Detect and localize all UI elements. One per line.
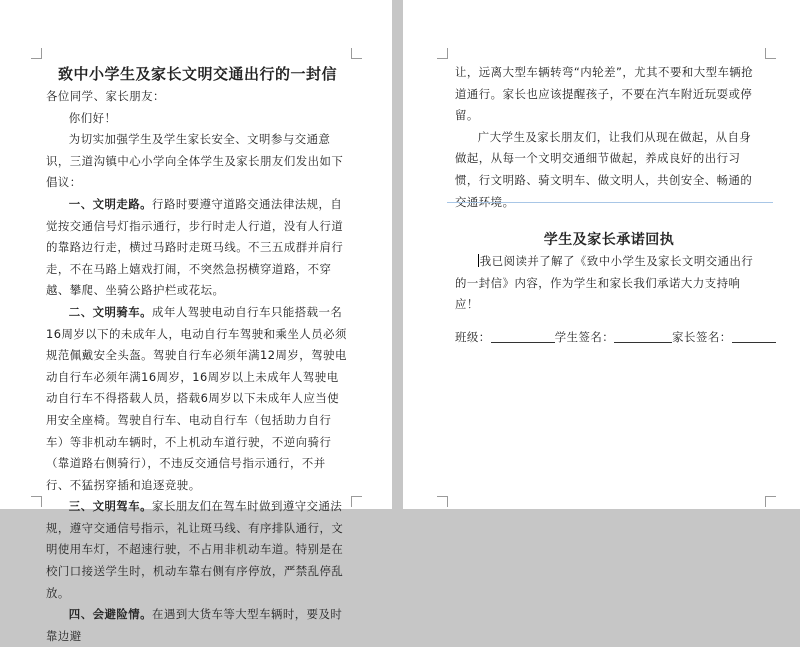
section-text: 成年人驾驶电动自行车只能搭载一名16周岁以下的未成年人，电动自行车驾驶和乘坐人员必须规范佩戴安全头盔。驾驶自行车必须年满12周岁，驾驶电动自行车必须年满16周岁，16周岁以上未成年人驾驶电动自行车不得搭载人员，搭载6周岁以下未成年人应当使用安全座椅。驾驶自行车、电动自行车（包括助力自行车）等非机动车辆时，不上机动车道行驶，不逆向骑行（靠道路右侧骑行），不违反交通信号指示通行，不并行、不猛拐穿插和追逐竞驶。 [46, 304, 347, 492]
margin-corner-mark [351, 496, 362, 507]
section-cycling [46, 302, 349, 496]
margin-corner-mark [437, 48, 448, 59]
intro-paragraph: 为切实加强学生及学生家长安全、文明参与交通意识，三道沟镇中心小学向全体学生及家长朋友们发出如下倡议： [46, 132, 344, 190]
greeting: 你们好！ [68, 110, 117, 125]
receipt-body[interactable] [455, 251, 763, 316]
closing-paragraph: 广大学生及家长朋友们，让我们从现在做起，从自身做起，从每一个文明交通细节做起，养成良好的出行习惯，行文明路、骑文明车、做文明人，共创安全、畅通的交通环境。 [455, 129, 753, 209]
section-heading: 一、文明走路。 [68, 196, 153, 211]
signature-line [455, 329, 775, 345]
receipt-text: 我已阅读并了解了《致中小学生及家长文明交通出行的一封信》内容，作为学生和家长我们承诺大力支持响应！ [455, 254, 754, 312]
section-heading: 二、文明骑车。 [68, 304, 153, 319]
text-cursor [478, 254, 479, 267]
section-text: 家长朋友们在驾车时做到遵守交通法规，遵守交通信号指示，礼让斑马线、有序排队通行，文明使用车灯，不超速行驶，不占用非机动车道。特别是在校门口接送学生时，机动车靠右侧有序停放，严禁乱停乱放。 [46, 499, 344, 600]
margin-corner-mark [351, 48, 362, 59]
parent-sign-label: 家长签名： [672, 330, 732, 344]
student-sign-label: 学生签名： [554, 330, 615, 344]
letter-continuation[interactable] [455, 62, 763, 213]
section-divider [447, 202, 773, 203]
section-walking [46, 194, 349, 302]
letter-body[interactable] [46, 62, 349, 647]
receipt-title: 学生及家长承诺回执 [543, 232, 675, 248]
parent-sign-blank[interactable] [732, 330, 776, 343]
continuation-paragraph: 让，远离大型车辆转弯“内轮差”，尤其不要和大型车辆抢道通行。家长也应该提醒孩子，不要在汽车附近玩耍或停留。 [455, 65, 754, 123]
margin-corner-mark [765, 496, 776, 507]
section-avoid-danger [46, 604, 349, 647]
salutation: 各位同学、家长朋友： [46, 89, 165, 103]
class-label: 班级： [455, 330, 491, 344]
student-sign-blank[interactable] [614, 330, 672, 343]
margin-corner-mark [31, 496, 42, 507]
margin-corner-mark [765, 48, 776, 59]
receipt-paragraph [455, 251, 763, 316]
margin-corner-mark [31, 48, 42, 59]
class-blank[interactable] [491, 330, 555, 343]
section-heading: 三、文明驾车。 [68, 499, 153, 514]
section-text: 在遇到大货车等大型车辆时，要及时靠边避 [46, 607, 343, 643]
section-heading: 四、会避险情。 [68, 607, 153, 622]
section-text: 行路时要遵守道路交通法律法规，自觉按交通信号灯指示通行，步行时走人行道，没有人行道的靠路边行走，横过马路时走斑马线。不三五成群并肩行走，不在马路上嬉戏打闹，不突然急拐横穿道路，不穿越、攀爬、坐骑公路护栏或花坛。 [46, 196, 344, 298]
letter-title: 致中小学生及家长文明交通出行的一封信 [57, 65, 337, 83]
margin-corner-mark [437, 496, 448, 507]
section-driving [46, 496, 349, 604]
